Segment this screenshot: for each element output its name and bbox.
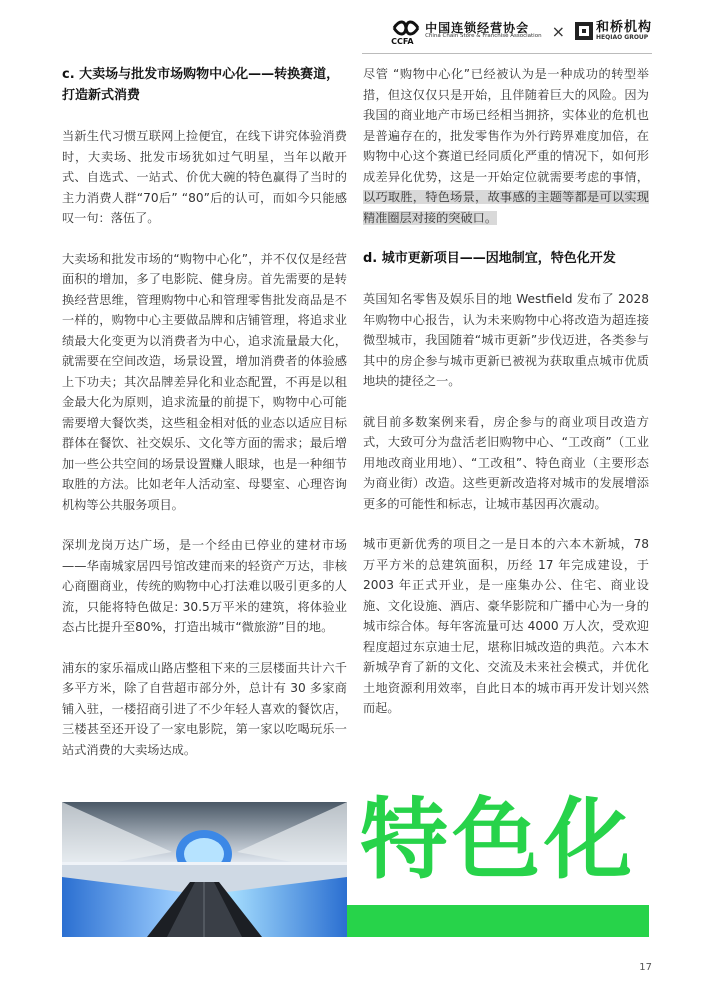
- header-divider: [362, 53, 652, 54]
- heqiao-logo: [575, 21, 652, 41]
- right-paragraph-2: 英国知名零售及娱乐目的地 Westfield 发布了 2028 年购物中心报告，认为未来购物中心将改造为超连接微型城市，我国随着“城市更新”步伐迈进，各类参与其中的房企参与城市更新已被视为获取重点城市优质地块的捷径之一。: [363, 292, 649, 388]
- mall-escalator-photo: [62, 802, 347, 937]
- section-d-heading: d. 城市更新项目——因地制宜，特色化开发: [363, 251, 616, 266]
- ccfa-logo-icon: [391, 16, 421, 46]
- left-paragraph-4: 浦东的家乐福成山路店整租下来的三层楼面共计六千多平方米，除了自营超市部分外，总计有 30 多家商铺入驻，一楼招商引进了不少年轻人喜欢的餐饮店，三楼甚至还开设了一家电影院，第一家以吃喝玩乐一站式消费的大卖场达成。: [62, 660, 347, 757]
- ccfa-logo: [391, 16, 541, 46]
- left-column: [62, 64, 347, 780]
- ccfa-abbr: CCFA: [391, 37, 414, 46]
- page-header: [391, 14, 652, 48]
- page-number: 17: [639, 962, 652, 973]
- left-paragraph-2: 大卖场和批发市场的“购物中心化”，并不仅仅是经营面积的增加，多了电影院、健身房。首先需要的是转换经营思维，管理购物中心和管理零售批发商品是不一样的，购物中心主要做品牌和店铺管理，将追求业绩最大化变更为以消费者为中心，追求流量最大化，就需要在空间改造，场景设置，增加消费者的体验感上下功夫；其次品牌差异化和业态配置，不再是以租金最大化为原则，追求流量的前提下，购物中心可能需要增大餐饮类，这些租金相对低的业态以适应目标群体在餐饮、社交娱乐、文化等方面的需求；最后增加一些公共空间的场景设置赚人眼球，也是一种细节取胜的方法。比如老年人活动室、母婴室、心理咨询机构等公共服务项目。: [62, 251, 347, 512]
- logo-separator: ×: [551, 21, 565, 41]
- left-paragraph-1: 当新生代习惯互联网上捡便宜，在线下讲究体验消费时，大卖场、批发市场犹如过气明星，当年以敞开式、自选式、一站式、价优大碗的特色赢得了当时的主力消费人群“70后” “80”后的认可，而如今只能感叹一句：落伍了。: [62, 129, 347, 225]
- feature-title: 特色化: [360, 788, 637, 891]
- heqiao-name-en: HEQIAO GROUP: [595, 33, 649, 41]
- accent-bar: [347, 905, 649, 937]
- right-paragraph-1: [363, 64, 649, 228]
- right-paragraph-3: 就目前多数案例来看，房企参与的商业项目改造方式，大致可分为盘活老旧购物中心、“工改商”（工业用地改商业用地）、“工改租”、特色商业（主要形态为商业街）改造。这些更新改造将对城市的发展增添更多的可能性和标志，让城市基因再次震动。: [363, 414, 649, 511]
- right-paragraph-1-text: 尽管 “购物中心化”已经被认为是一种成功的转型举措，但这仅仅只是开始，且伴随着巨大的风险。因为我国的商业地产市场已经相当拥挤，实体业的危机也是普遍存在的，批发零售作为外行跨界难度加倍，在购物中心这个赛道已经同质化严重的情况下，如何形成差异化优势，这是一开始定位就需要考虑的事情，: [363, 67, 649, 184]
- ccfa-name-en: China Chain Store & Franchise Association: [425, 33, 542, 40]
- right-paragraph-4: 城市更新优秀的项目之一是日本的六本木新城，78 万平方米的总建筑面积，历经 17 年完成建设，于 2003 年正式开业，是一座集办公、住宅、商业设施、文化设施、酒店、豪华影院和广播中心为一身的城市综合体。每年客流量可达 4000 万人次，受欢迎程度超过东京迪士尼，堪称旧城改造的典范。六本木新城孕育了新的文化、交流及未来社会模式，并优化土地资源利用效率，自此日本的城市再开发计划兴然而起。: [363, 537, 649, 715]
- highlighted-text: 以巧取胜，特色场景，故事感的主题等都是可以实现精准圈层对接的突破口。: [363, 190, 649, 225]
- ccfa-name-cn: 中国连锁经营协会: [425, 20, 530, 35]
- heqiao-name-cn: 和桥机构: [595, 20, 652, 36]
- left-paragraph-3: 深圳龙岗万达广场，是一个经由已停业的建材市场——华南城家居四号馆改建而来的轻资产万达，非核心商圈商业，传统的购物中心打法难以吸引更多的人流，只能将特色做足: 30.5万平米的建筑，将体验业态占比提升至80%，打造出城市“微旅游”目的地。: [62, 538, 347, 634]
- section-c-heading: c. 大卖场与批发市场购物中心化——转换赛道，打造新式消费: [62, 67, 340, 103]
- heqiao-logo-icon: [575, 22, 593, 40]
- right-column: [363, 64, 649, 739]
